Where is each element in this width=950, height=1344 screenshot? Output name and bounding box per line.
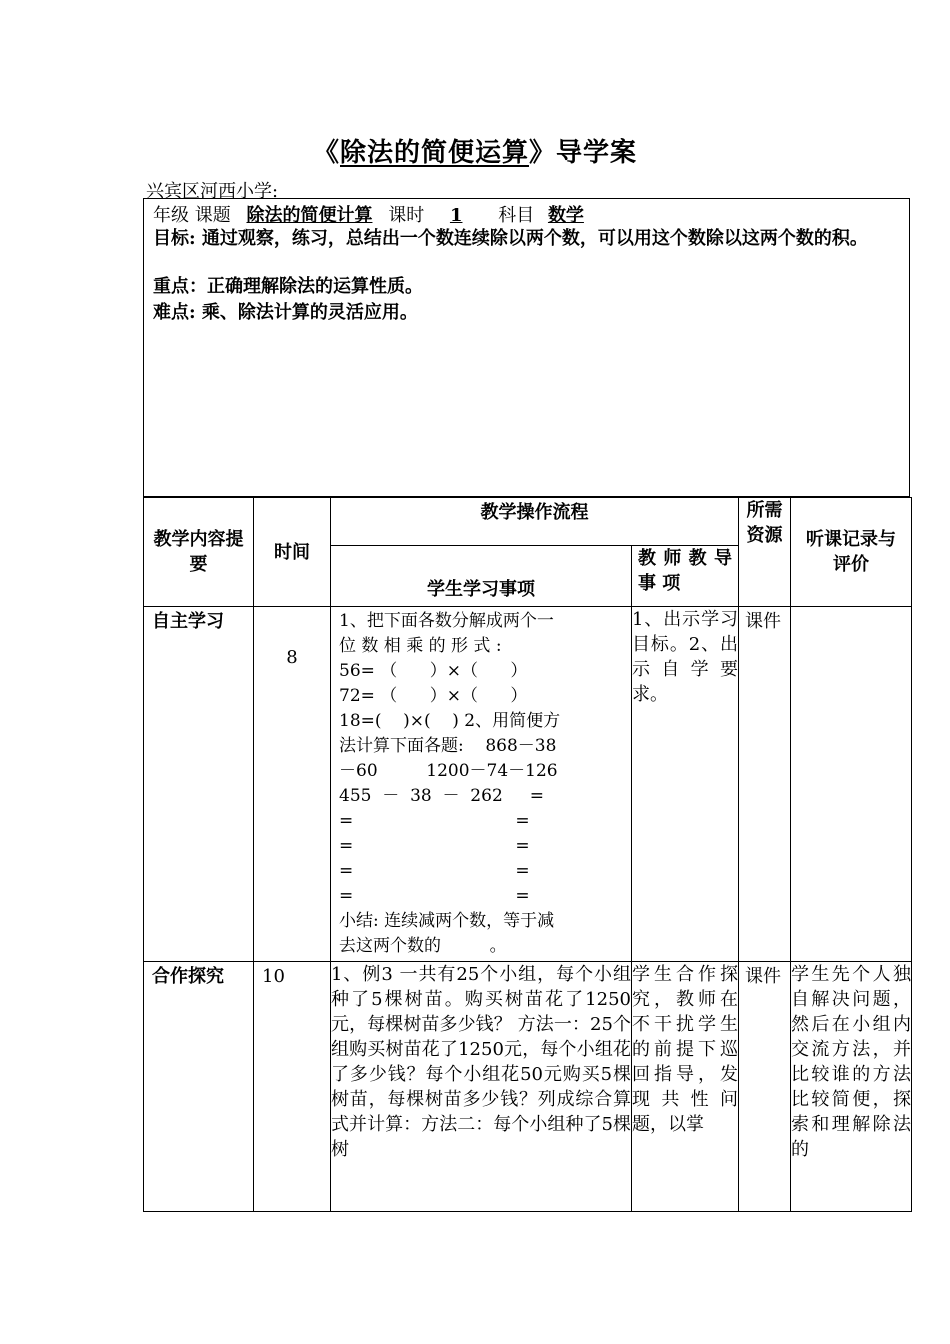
period-value: 1 [449,205,463,226]
col-header-student: 学生学习事项 [331,546,632,607]
row-student: 1、把下面各数分解成两个一 位 数 相 乘 的 形 式 : 56= （ ）×（ ） 72= （ ）×（ ） 18=( )×( ) 2、用简便方 法计算下面各题: 868－38 －60 1200－74－126 455 － 38 － 262 = = = = = = = = = 小结: 连续减两个数，等于减 去这两个数的 。 [331,607,632,962]
subject-value: 数学 [547,205,584,226]
row-content: 合作探究 [144,962,254,1212]
lesson-difficulty: 难点: 乘、除法计算的灵活应用。 [153,302,418,323]
grade-topic-label: 年级 课题 [153,205,231,226]
col-header-notes: 听课记录与评价 [791,498,912,607]
col-header-resources: 所需资源 [739,498,791,607]
table-row [144,607,912,962]
row-teacher: 学生合作探究，教师在不干扰学生的前提下巡回指导，发现共性问题，以掌 [632,962,739,1212]
title-close: 》导学案 [529,138,638,168]
col-header-time: 时间 [254,498,331,607]
title-open: 《 [312,138,340,168]
row-notes: 学生先个人独自解决问题，然后在小组内交流方法，并比较谁的方法比较简便，探索和理解除法的 [791,962,912,1212]
subject-label: 科目 [498,205,535,226]
row-resources: 课件 [739,962,791,1212]
row-teacher: 1、出示学习目标。2、出示自学要求。 [632,607,739,962]
lesson-key-point: 重点：正确理解除法的运算性质。 [153,276,423,297]
teaching-plan-table [143,497,912,1212]
lesson-goal: 目标: 通过观察，练习，总结出一个数连续除以两个数，可以用这个数除以这两个数的积。 [153,228,868,249]
col-header-process: 教学操作流程 [331,498,739,546]
document-title [0,132,950,169]
title-main: 除法的简便运算 [339,138,529,168]
row-time: 10 [254,962,331,1212]
period-label: 课时 [388,205,425,226]
row-student: 1、例3 一共有25个小组，每个小组种了5棵树苗。购买树苗花了1250元，每棵树苗多少钱？ 方法一：25个组购买树苗花了1250元，每个小组花了多少钱？每个小组花50元购买5棵树苗，每棵树苗多少钱？列成综合算式并计算：方法二：每个小组种了5棵树 [331,962,632,1212]
col-header-content: 教学内容提要 [144,498,254,607]
table-row [144,962,912,1212]
row-time: 8 [254,607,331,962]
row-notes [791,607,912,962]
row-content: 自主学习 [144,607,254,962]
topic-value: 除法的简便计算 [246,205,373,226]
school-name: 兴宾区河西小学: [146,181,279,202]
row-resources: 课件 [739,607,791,962]
col-header-teacher: 教 师 教 导事 项 [632,546,739,607]
lesson-info-line [153,201,618,227]
